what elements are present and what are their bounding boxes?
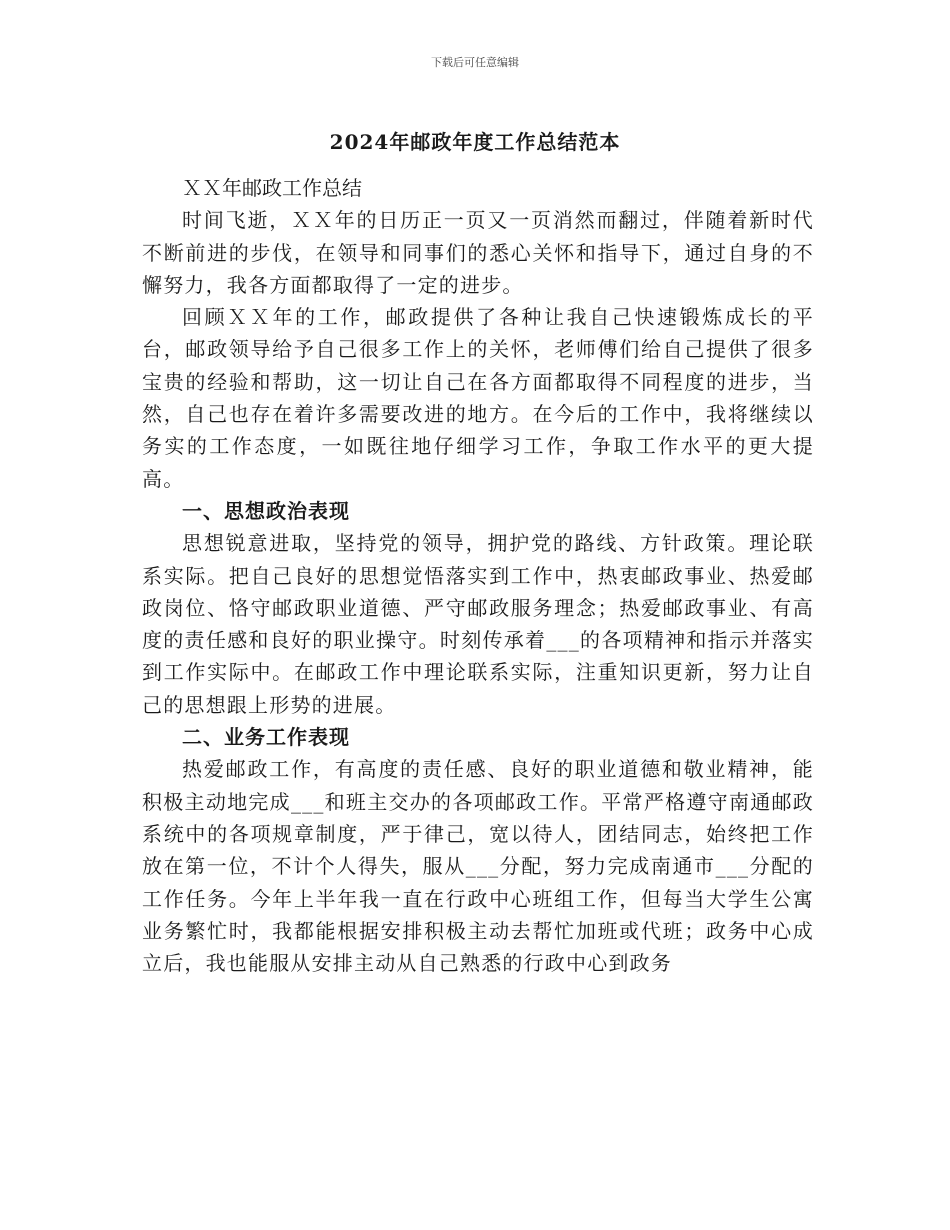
- section-text-political: 思想锐意进取，坚持党的领导，拥护党的路线、方针政策。理论联系实际。把自己良好的思想觉悟落实到工作中，热衷邮政事业、热爱邮政岗位、恪守邮政职业道德、严守邮政服务理念；热爱邮政事业、有高度的责任感和良好的职业操守。时刻传承着___的各项精神和指示并落实到工作实际中。在邮政工作中理论联系实际，注重知识更新，努力让自己的思想跟上形势的进展。: [142, 531, 814, 717]
- intro-paragraph: 时间飞逝，ＸＸ年的日历正一页又一页消然而翻过，伴随着新时代不断前进的步伐，在领导和同事们的悉心关怀和指导下，通过自身的不懈努力，我各方面都取得了一定的进步。: [142, 208, 814, 297]
- document-body: [142, 172, 814, 979]
- header-note: 下载后可任意编辑: [431, 56, 519, 69]
- review-paragraph: 回顾ＸＸ年的工作，邮政提供了各种让我自己快速锻炼成长的平台，邮政领导给予自己很多工作上的关怀，老师傅们给自己提供了很多宝贵的经验和帮助，这一切让自己在各方面都取得不同程度的进步，当然，自己也存在着许多需要改进的地方。在今后的工作中，我将继续以务实的工作态度，一如既往地仔细学习工作，争取工作水平的更大提高。: [142, 305, 814, 491]
- section-text-business: 热爱邮政工作，有高度的责任感、良好的职业道德和敬业精神，能积极主动地完成___和班主交办的各项邮政工作。平常严格遵守南通邮政系统中的各项规章制度，严于律己，宽以待人，团结同志，始终把工作放在第一位，不计个人得失，服从___分配，努力完成南通市___分配的工作任务。今年上半年我一直在行政中心班组工作，但每当大学生公寓业务繁忙时，我都能根据安排积极主动去帮忙加班或代班；政务中心成立后，我也能服从安排主动从自己熟悉的行政中心到政务: [142, 757, 814, 976]
- document-subtitle: ＸＸ年邮政工作总结: [182, 176, 362, 200]
- document-title: 2024年邮政年度工作总结范本: [329, 130, 621, 154]
- section-heading-business: 二、业务工作表现: [182, 725, 350, 750]
- section-heading-political: 一、思想政治表现: [182, 498, 350, 523]
